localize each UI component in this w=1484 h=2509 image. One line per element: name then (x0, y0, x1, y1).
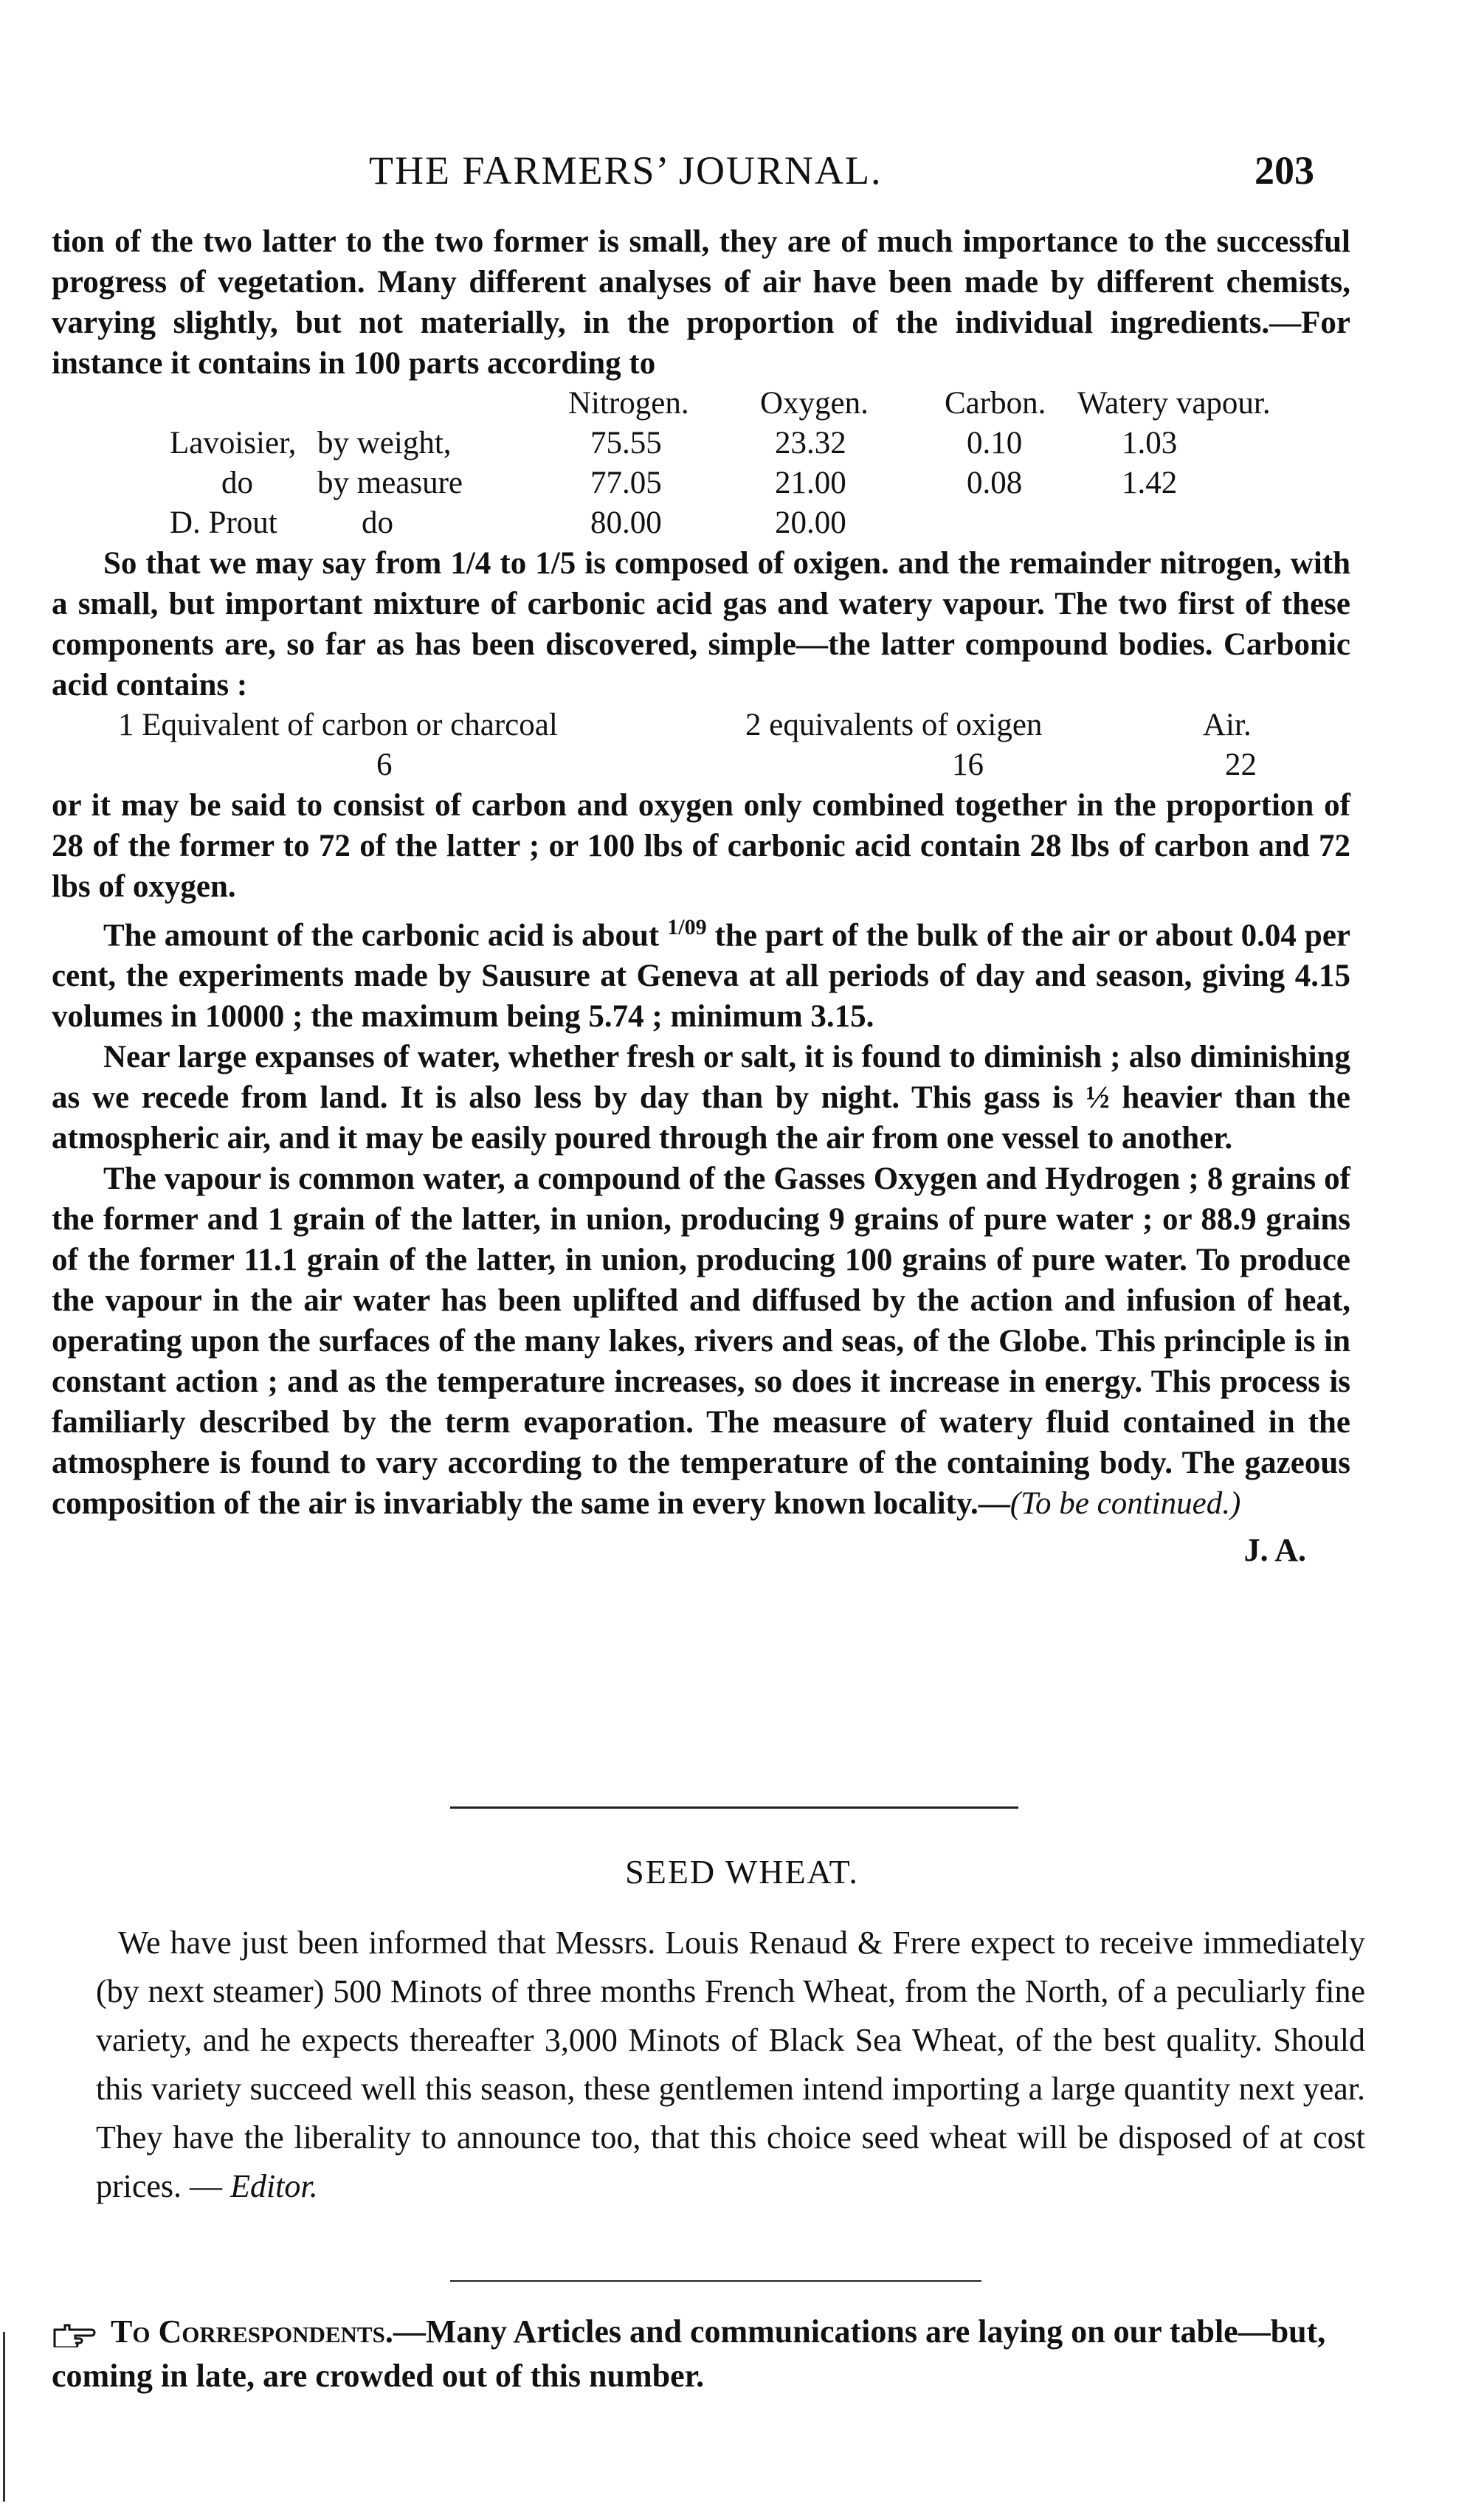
table-cell (1077, 503, 1271, 543)
table-cell: by weight, (317, 426, 452, 460)
seed-wheat-paragraph (96, 1919, 1365, 2211)
table-cell: 20.00 (775, 505, 846, 540)
col-header-watery-vapour: Watery vapour. (1077, 386, 1271, 421)
paragraph-text: The amount of the carbonic acid is about (103, 918, 660, 953)
table-cell: 80.00 (590, 505, 662, 540)
table-cell: 75.55 (590, 426, 662, 460)
table-cell: 1.42 (1122, 466, 1178, 500)
journal-title: THE FARMERS’ JOURNAL. (369, 148, 883, 193)
table-cell: by measure (317, 466, 463, 500)
table-cell: 0.10 (967, 426, 1023, 460)
article-body (52, 221, 1350, 1573)
article-paragraph (52, 907, 1350, 1037)
article-paragraph: tion of the two latter to the two former is small, they are of much importance to the successful progress of vegetation. Many different analyses of air have been made by different chemists, varying slightly, but not materially, in the proportion of the individual ingredients.—For instance it contains in 100 parts according to (52, 224, 1350, 381)
margin-mark (3, 2332, 5, 2502)
equivalent-carbon-value: 6 (376, 748, 393, 782)
article-paragraph: Near large expanses of water, whether fresh or salt, it is found to diminish ; also diminishing as we recede from land. It is also less by day than by night. This gass is ½ heavier than the atmospheric air, and it may be easily poured through the air from one vessel to another. (52, 1040, 1350, 1156)
editor-credit: Editor. (230, 2168, 318, 2204)
seed-wheat-article (96, 1919, 1365, 2211)
table-cell: do (362, 505, 393, 540)
table-header-row (170, 384, 1271, 424)
carbonic-acid-equivalents (52, 705, 1350, 785)
table-cell: do (221, 466, 253, 500)
correspondents-notice (52, 2310, 1365, 2398)
page-number: 203 (1255, 148, 1314, 193)
section-divider (450, 1806, 1018, 1809)
table-row (170, 463, 1271, 503)
col-header-oxygen: Oxygen. (760, 386, 869, 421)
table-row (170, 503, 1271, 543)
pointing-hand-icon (52, 2322, 96, 2347)
table-cell: Lavoisier, (170, 426, 297, 460)
paragraph-text: the part of the bulk of the air or about 0.04 per cent, the experiments made by Sausure at Geneva at all periods of day and season, giving 4.15 volumes in 10000 ; the maximum being 5.74 ; minimum 3.15. (52, 918, 1351, 1035)
correspondents-text: —Many Articles and communications are laying on our table—but, coming in late, are crowded out of this number. (52, 2313, 1326, 2394)
table-cell: 1.03 (1122, 426, 1178, 460)
equivalent-oxigen-value: 16 (952, 748, 984, 782)
equivalent-air-value: 22 (1225, 748, 1257, 782)
correspondents-heading: To Correspondents. (111, 2313, 393, 2350)
to-be-continued-note: (To be continued.) (1010, 1486, 1241, 1522)
paragraph-text: We have just been informed that Messrs. Louis Renaud & Frere expect to receive immediately (by next steamer) 500 Minots of three months French Wheat, from the North, of a peculiarly fine variety, and he expects thereafter 3,000 Minots of Black Sea Wheat, of the best quality. Should this variety succeed well this season, these gentlemen intend importing a large quantity next year. They have the liberality to announce too, that this choice seed wheat will be disposed of at cost prices. — (96, 1925, 1365, 2204)
article-paragraph: or it may be said to consist of carbon and oxygen only combined together in the proportion of 28 of the former to 72 of the latter ; or 100 lbs of carbonic acid contain 28 lbs of carbon and 72 lbs of oxygen. (52, 788, 1350, 904)
table-cell (945, 503, 1077, 543)
author-signature: J. A. (1243, 1532, 1306, 1569)
table-cell: 23.32 (775, 426, 846, 460)
section-divider (450, 2280, 981, 2282)
paragraph-text: The vapour is common water, a compound of the Gasses Oxygen and Hydrogen ; 8 grains of the former and 1 grain of the latter, in union, producing 9 grains of pure water ; or 88.9 grains of the former 11.1 grain of the latter, in union, producing 100 grains of pure water. To produce the vapour in the air water has been uplifted and diffused by the action and infusion of heat, operating upon the surfaces of the many lakes, rivers and seas, of the Globe. This principle is in constant action ; and as the temperature increases, so does it increase in energy. This process is familiarly described by the term evaporation. The measure of watery fluid contained in the atmosphere is found to vary according to the temperature of the containing body. The gazeous composition of the air is invariably the same in every known locality.— (52, 1162, 1350, 1522)
table-row (170, 424, 1271, 463)
table-cell: 77.05 (590, 466, 662, 500)
equivalent-air-label: Air. (1203, 708, 1252, 742)
equivalent-carbon-label: 1 Equivalent of carbon or charcoal (118, 708, 558, 742)
equivalent-oxigen-label: 2 equivalents of oxigen (745, 708, 1043, 742)
article-paragraph (52, 1159, 1350, 1524)
air-analysis-table (170, 384, 1271, 543)
page-header (0, 148, 1484, 207)
table-cell: 0.08 (967, 466, 1023, 500)
table-cell: D. Prout (170, 505, 277, 540)
table-cell: 21.00 (775, 466, 846, 500)
article-paragraph: So that we may say from 1/4 to 1/5 is composed of oxigen. and the remainder nitrogen, with a small, but important mixture of carbonic acid gas and watery vapour. The two first of these components are, so far as has been discovered, simple—the latter compound bodies. Carbonic acid contains : (52, 546, 1350, 703)
col-header-carbon: Carbon. (945, 386, 1046, 421)
seed-wheat-title: SEED WHEAT. (625, 1853, 859, 1891)
fraction: 1/09 (667, 915, 707, 939)
col-header-nitrogen: Nitrogen. (568, 386, 689, 421)
